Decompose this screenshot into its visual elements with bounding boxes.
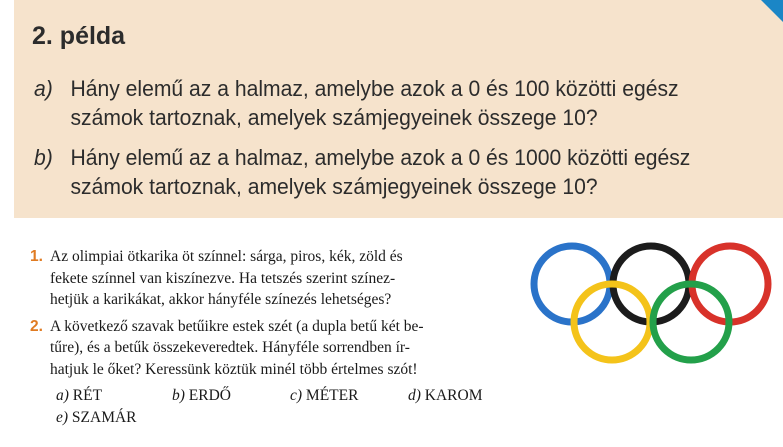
corner-tab — [761, 0, 783, 22]
exercise-2 — [30, 316, 535, 381]
exercise-number: 2. — [30, 317, 43, 335]
item-letter: a) — [34, 76, 53, 101]
word-letter: b) — [172, 387, 185, 404]
exercise-line: Az olimpiai ötkarika öt színnel: sárga, piros, kék, zöld és — [50, 248, 403, 265]
word-list — [30, 385, 535, 428]
word-item — [56, 407, 137, 429]
item-line: Hány elemű az a halmaz, amelybe azok a 0 és 100 közötti egész — [70, 76, 679, 101]
word-row — [56, 385, 535, 407]
word-text: SZAMÁR — [71, 408, 137, 426]
word-item — [408, 385, 483, 407]
word-text: KAROM — [424, 387, 483, 404]
word-item — [290, 385, 408, 407]
word-text: RÉT — [72, 387, 103, 404]
example-item-b — [34, 143, 744, 201]
item-line: számok tartoznak, amelyek számjegyeinek összege 10? — [70, 174, 598, 199]
item-line: számok tartoznak, amelyek számjegyeinek összege 10? — [70, 105, 598, 130]
exercise-1 — [30, 246, 535, 311]
word-item — [56, 385, 172, 407]
word-letter: a) — [56, 387, 69, 404]
exercise-line: tűre), és a betűk összekeveredtek. Hányféle sorrendben ír- — [50, 339, 410, 356]
word-row — [56, 407, 535, 429]
word-letter: c) — [290, 387, 303, 404]
exercise-line: fekete színnel van kiszínezve. Ha tetszés szerint színez- — [50, 269, 396, 287]
example-title: 2. példa — [32, 22, 126, 50]
exercise-list — [30, 246, 535, 428]
word-text: MÉTER — [305, 387, 359, 404]
example-box — [14, 0, 783, 218]
word-letter: d) — [408, 387, 421, 404]
olympic-rings — [528, 238, 774, 368]
item-letter: b) — [34, 145, 53, 170]
exercise-line: A következő szavak betűikre estek szét (a dupla betű két be- — [50, 317, 424, 335]
exercise-number: 1. — [30, 248, 43, 265]
word-item — [172, 385, 290, 407]
exercise-line: hatjuk le őket? Keressünk köztük minél több értelmes szót! — [50, 360, 418, 378]
item-line: Hány elemű az a halmaz, amelybe azok a 0 és 1000 közötti egész — [70, 145, 691, 170]
word-text: ERDŐ — [188, 387, 231, 404]
exercise-line: hetjük a karikákat, akkor hányféle színezés lehetséges? — [50, 291, 392, 308]
example-item-a — [34, 74, 744, 132]
word-letter: e) — [56, 408, 69, 426]
